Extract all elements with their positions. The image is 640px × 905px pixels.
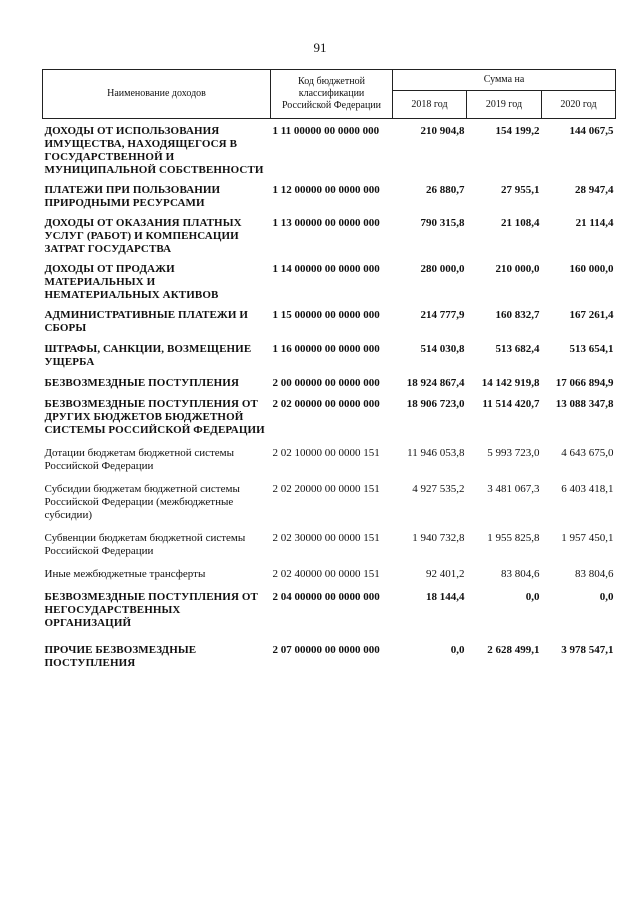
- row-value-2019: 21 108,4: [501, 217, 540, 229]
- row-code: 2 07 00000 00 0000 000: [272, 644, 380, 656]
- row-code: 2 02 20000 00 0000 151: [272, 483, 380, 495]
- row-value-2020: 17 066 894,9: [555, 377, 614, 389]
- row-value-2019: 160 832,7: [495, 309, 540, 321]
- row-value-2018: 280 000,0: [420, 263, 465, 275]
- row-code: 2 04 00000 00 0000 000: [272, 591, 380, 603]
- row-value-2019: 0,0: [525, 591, 540, 603]
- header-name: Наименование доходов: [43, 70, 271, 119]
- table-row: [43, 256, 616, 302]
- row-value-2020: 21 114,4: [575, 217, 614, 229]
- row-value-2020: 0,0: [599, 591, 614, 603]
- row-value-2018: 18 906 723,0: [406, 398, 465, 410]
- row-value-2020: 160 000,0: [569, 263, 614, 275]
- row-value-2019: 83 804,6: [501, 568, 540, 580]
- table-row: [43, 581, 616, 630]
- row-name: БЕЗВОЗМЕЗДНЫЕ ПОСТУПЛЕНИЯ ОТ НЕГОСУДАРСТВЕННЫХ ОРГАНИЗАЦИЙ: [44, 591, 258, 629]
- row-code: 1 15 00000 00 0000 000: [272, 309, 380, 321]
- row-value-2019: 1 955 825,8: [487, 532, 540, 544]
- row-code: 2 00 00000 00 0000 000: [272, 377, 380, 389]
- row-value-2020: 3 978 547,1: [561, 644, 614, 656]
- row-name: ДОХОДЫ ОТ ИСПОЛЬЗОВАНИЯ ИМУЩЕСТВА, НАХОДЯЩЕГОСЯ В ГОСУДАРСТВЕННОЙ И МУНИЦИПАЛЬНОЙ СОБСТВЕННОСТИ: [44, 125, 264, 176]
- header-sum: Сумма на: [393, 70, 616, 91]
- table-row: [43, 522, 616, 558]
- row-value-2020: 4 643 675,0: [561, 447, 614, 459]
- row-value-2019: 27 955,1: [501, 184, 540, 196]
- row-name: Субвенции бюджетам бюджетной системы Российской Федерации: [44, 532, 246, 557]
- row-value-2018: 18 144,4: [426, 591, 465, 603]
- header-year-2019: 2019 год: [467, 91, 542, 119]
- row-name: ШТРАФЫ, САНКЦИИ, ВОЗМЕЩЕНИЕ УЩЕРБА: [44, 343, 252, 368]
- row-name: Дотации бюджетам бюджетной системы Российской Федерации: [44, 447, 235, 472]
- row-value-2019: 11 514 420,7: [482, 398, 540, 410]
- row-value-2019: 513 682,4: [495, 343, 540, 355]
- row-code: 2 02 40000 00 0000 151: [272, 568, 380, 580]
- table-row: [43, 302, 616, 335]
- row-name: Субсидии бюджетам бюджетной системы Российской Федерации (межбюджетные субсидии): [44, 483, 240, 521]
- row-value-2020: 13 088 347,8: [555, 398, 614, 410]
- row-code: 2 02 10000 00 0000 151: [272, 447, 380, 459]
- table-row: [43, 119, 616, 178]
- row-value-2018: 11 946 053,8: [407, 447, 465, 459]
- row-value-2020: 83 804,6: [575, 568, 614, 580]
- revenue-table: [42, 69, 616, 670]
- row-value-2019: 14 142 919,8: [481, 377, 540, 389]
- table-row: [43, 369, 616, 390]
- row-value-2020: 1 957 450,1: [561, 532, 614, 544]
- table-body: [43, 119, 616, 671]
- row-value-2018: 4 927 535,2: [412, 483, 465, 495]
- row-value-2018: 26 880,7: [426, 184, 465, 196]
- table-row: [43, 177, 616, 210]
- row-value-2018: 790 315,8: [420, 217, 465, 229]
- row-name: ДОХОДЫ ОТ ОКАЗАНИЯ ПЛАТНЫХ УСЛУГ (РАБОТ) И КОМПЕНСАЦИИ ЗАТРАТ ГОСУДАРСТВА: [44, 217, 242, 255]
- row-name: Иные межбюджетные трансферты: [44, 568, 206, 580]
- table-row: [43, 473, 616, 522]
- row-name: АДМИНИСТРАТИВНЫЕ ПЛАТЕЖИ И СБОРЫ: [44, 309, 249, 334]
- row-code: 1 14 00000 00 0000 000: [272, 263, 380, 275]
- table-row: [43, 630, 616, 670]
- row-code: 2 02 00000 00 0000 000: [272, 398, 380, 410]
- row-value-2020: 167 261,4: [569, 309, 614, 321]
- header-code: Код бюджетной классификации Российской Федерации: [271, 70, 393, 119]
- row-value-2019: 210 000,0: [495, 263, 540, 275]
- header-year-2018: 2018 год: [393, 91, 467, 119]
- row-value-2019: 3 481 067,3: [487, 483, 540, 495]
- row-value-2018: 214 777,9: [420, 309, 465, 321]
- row-name: ДОХОДЫ ОТ ПРОДАЖИ МАТЕРИАЛЬНЫХ И НЕМАТЕРИАЛЬНЫХ АКТИВОВ: [44, 263, 219, 301]
- row-value-2018: 18 924 867,4: [406, 377, 465, 389]
- page-number: 91: [313, 40, 327, 55]
- row-name: БЕЗВОЗМЕЗДНЫЕ ПОСТУПЛЕНИЯ: [44, 377, 239, 389]
- row-value-2020: 28 947,4: [575, 184, 614, 196]
- row-name: ПЛАТЕЖИ ПРИ ПОЛЬЗОВАНИИ ПРИРОДНЫМИ РЕСУРСАМИ: [44, 184, 221, 209]
- row-name: ПРОЧИЕ БЕЗВОЗМЕЗДНЫЕ ПОСТУПЛЕНИЯ: [44, 644, 197, 669]
- row-value-2018: 0,0: [450, 644, 465, 656]
- table-row: [43, 558, 616, 581]
- row-code: 1 16 00000 00 0000 000: [272, 343, 380, 355]
- table-row: [43, 390, 616, 437]
- row-value-2020: 6 403 418,1: [561, 483, 614, 495]
- row-value-2018: 514 030,8: [420, 343, 465, 355]
- row-value-2018: 1 940 732,8: [412, 532, 465, 544]
- row-code: 1 12 00000 00 0000 000: [272, 184, 380, 196]
- row-value-2019: 2 628 499,1: [487, 644, 540, 656]
- row-value-2020: 144 067,5: [569, 125, 614, 137]
- row-code: 1 13 00000 00 0000 000: [272, 217, 380, 229]
- table-row: [43, 335, 616, 369]
- row-value-2020: 513 654,1: [569, 343, 614, 355]
- row-code: 1 11 00000 00 0000 000: [272, 125, 380, 137]
- row-value-2019: 5 993 723,0: [487, 447, 540, 459]
- row-value-2019: 154 199,2: [495, 125, 540, 137]
- table-row: [43, 210, 616, 256]
- header-year-2020: 2020 год: [542, 91, 616, 119]
- row-name: БЕЗВОЗМЕЗДНЫЕ ПОСТУПЛЕНИЯ ОТ ДРУГИХ БЮДЖЕТОВ БЮДЖЕТНОЙ СИСТЕМЫ РОССИЙСКОЙ ФЕДЕРАЦИИ: [44, 398, 265, 436]
- row-value-2018: 92 401,2: [426, 568, 465, 580]
- row-value-2018: 210 904,8: [420, 125, 465, 137]
- table-row: [43, 437, 616, 473]
- row-code: 2 02 30000 00 0000 151: [272, 532, 380, 544]
